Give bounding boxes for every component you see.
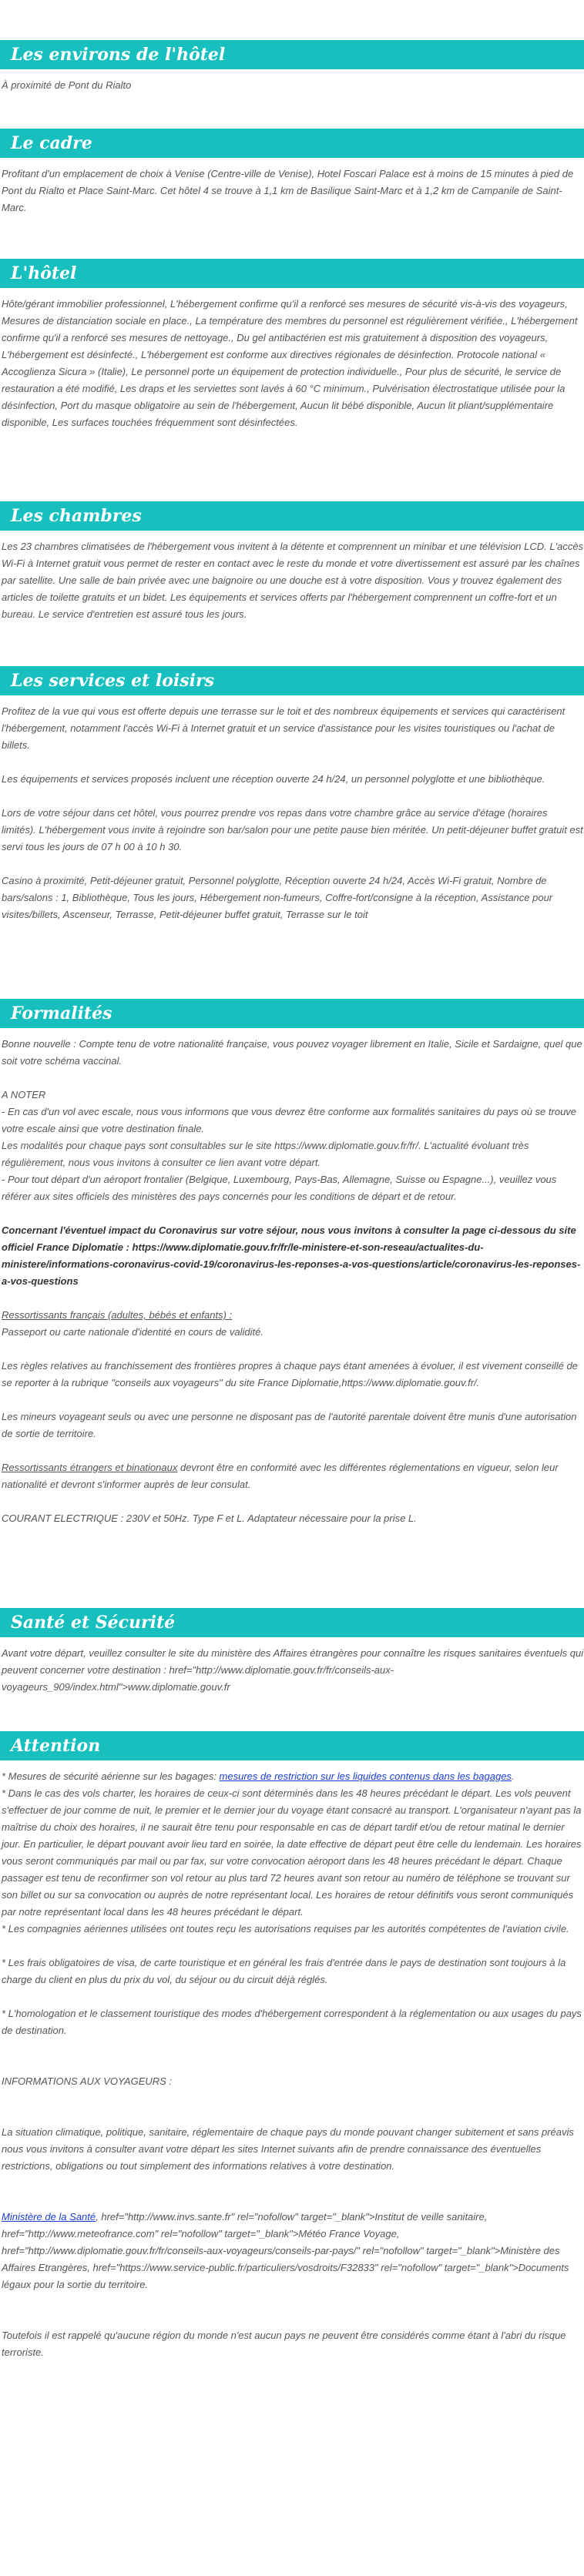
- section-title-cadre: Le cadre: [0, 129, 584, 158]
- section-title-sante: Santé et Sécurité: [0, 1608, 584, 1637]
- attention-l1-prefix: * Mesures de sécurité aérienne sur les bagages:: [2, 1770, 220, 1782]
- section-environs: [0, 40, 584, 94]
- section-title-services: Les services et loisirs: [0, 666, 584, 695]
- sante-text: Avant votre départ, veuillez consulter le site du ministère des Affaires étrangères pour connaître les risques sanitaires éventuels qui peuvent concerner votre destination : href="http://www.diplomatie.gouv.fr/fr/conseils-aux-voyageurs_909/index.html">www.diplomatie.gouv.fr: [2, 1647, 584, 1693]
- attention-p2: * Dans le cas des vols charter, les horaires de ceux-ci sont déterminés dans les 48 heures précédant le départ. Les vols peuvent s'effectuer de jour comme de nuit, le premier et le dernier jour du voyage étant consacré au transport. L'organisateur n'ayant pas la maîtrise du choix des horaires, il ne saurait être tenu pour responsable en cas de départ tardif et/ou de retour matinal le dernier jour. En particulier, le départ pouvant avoir lieu tard en soirée, la date effective de départ peut être celle du lendemain. Les horaires vous seront communiqués par mail ou par fax, sur votre convocation aéroport dans les 48 heures précédant le départ. Chaque passager est tenu de reconfirmer son vol retour au plus tard 72 heures avant son retour au numéro de téléphone se trouvant sur son billet ou sur sa convocation ou auprès de notre représentant local. Les horaires de retour définitifs vous seront communiqués par notre représentant local dans les 48 heures précédant le départ.: [2, 1787, 582, 1918]
- services-p1: Profitez de la vue qui vous est offerte depuis une terrasse sur le toit et des nombreux équipements et services qui caractérisent l'hébergement, notamment l'accès Wi-Fi à Internet gratuit et un service d'assistance pour les visites touristiques ou l'achat de billets.: [2, 705, 566, 751]
- services-p2: Les équipements et services proposés incluent une réception ouverte 24 h/24, un personnel polyglotte et une bibliothèque.: [2, 773, 545, 785]
- attention-p7: [2, 2209, 584, 2293]
- formalites-note1: - En cas d'un vol avec escale, nous vous informons que vous devrez être conforme aux formalités sanitaires du pays où se trouve votre escale ainsi que votre destination finale.: [2, 1106, 577, 1134]
- section-formalites: [0, 999, 584, 1527]
- chambres-text: Les 23 chambres climatisées de l'hébergement vous invitent à la détente et comprennent un minibar et une télévision LCD. L'accès Wi-Fi à Internet gratuit vous permet de rester en contact avec le reste du monde et votre divertissement est assuré par les chaînes par satellite. Une salle de bain privée avec une baignoire ou une douche est à votre disposition. Vous y trouvez également des articles de toilette gratuits et un bidet. Les équipements et services offerts par l'hébergement comprennent un coffre-fort et un bureau. Le service d'entretien est assuré tous les jours.: [2, 541, 584, 620]
- formalites-minors: Les mineurs voyageant seuls ou avec une personne ne disposant pas de l'autorité parentale doivent être munis d'une autorisation de sortie de territoire.: [2, 1411, 577, 1439]
- hotel-text: Hôte/gérant immobilier professionnel, L'hébergement confirme qu'il a renforcé ses mesures de sécurité vis-à-vis des voyageurs, Mesures de distanciation sociale en place., La température des membres du personnel est régulièrement vérifiée., L'hébergement confirme qu'il a renforcé ses mesures de nettoyage., Du gel antibactérien est mis gratuitement à disposition des voyageurs, L'hébergement est désinfecté., L'hébergement est conforme aux directives régionales de désinfection. Protocole national « Accoglienza Sicura » (Italie), Le personnel porte un équipement de protection individuelle., Pour plus de sécurité, le service de restauration a été modifié, Les draps et les serviettes sont lavés à 60 °C minimum., Pulvérisation électrostatique utilisée pour la désinfection, Port du masque obligatoire au sein de l'hébergement, Aucun lit bébé disponible, Aucun lit pliant/supplémentaire disponible, Les surfaces touchées fréquemment sont désinfectées.: [2, 298, 578, 428]
- formalites-note3: - Pour tout départ d'un aéroport frontalier (Belgique, Luxembourg, Pays-Bas, Allemagne, Suisse ou Espagne...), veuillez vous référer aux sites officiels des ministères des pays concernés pour les conditions de départ et de retour.: [2, 1174, 557, 1202]
- section-title-hotel: L'hôtel: [0, 259, 584, 288]
- section-chambres: [0, 501, 584, 623]
- section-title-attention: Attention: [0, 1731, 584, 1760]
- formalites-foreign-text: devront être en conformité avec les différentes réglementations en vigueur, selon leur nationalité et devront s'informer auprès de leur consulat.: [2, 1462, 559, 1490]
- attention-p8: Toutefois il est rappelé qu'aucune région du monde n'est aucun pays ne peuvent être considérés comme étant à l'abri du risque terroriste.: [2, 2330, 566, 2358]
- section-sante: [0, 1608, 584, 1696]
- attention-p3: * Les compagnies aériennes utilisées ont toutes reçu les autorisations requises par les autorités compétentes de l'aviation civile.: [2, 1923, 569, 1935]
- attention-p4: * Les frais obligatoires de visa, de carte touristique et en général les frais d'entrée dans le pays de destination sont toujours à la charge du client en plus du prix du vol, du séjour ou du circuit déjà réglés.: [2, 1957, 566, 1985]
- section-services: [0, 666, 584, 923]
- attention-l1: [2, 1768, 584, 1785]
- section-title-environs: Les environs de l'hôtel: [0, 40, 584, 69]
- formalites-fr-title: Ressortissants français (adultes, bébés et enfants) :: [2, 1309, 233, 1321]
- services-p4: Casino à proximité, Petit-déjeuner gratuit, Personnel polyglotte, Réception ouverte 24 h/24, Accès Wi-Fi gratuit, Nombre de bars/salons : 1, Bibliothèque, Tous les jours, Hébergement non-fumeurs, Coffre-fort/consigne à la réception, Assistance pour visites/billets, Ascenseur, Terrasse, Petit-déjeuner buffet gratuit, Terrasse sur le toit: [2, 875, 553, 920]
- ministere-sante-link[interactable]: Ministère de la Santé: [2, 2211, 96, 2223]
- cadre-text: Profitant d'un emplacement de choix à Venise (Centre-ville de Venise), Hotel Foscari Palace est à moins de 15 minutes à pied de Pont du Rialto et Place Saint-Marc. Cet hôtel 4 se trouve à 1,1 km de Basilique Saint-Marc et à 1,2 km de Campanile de Saint-Marc.: [2, 168, 574, 213]
- section-attention: [0, 1731, 584, 2361]
- section-title-chambres: Les chambres: [0, 501, 584, 531]
- attention-p6b: nous vous invitons à consulter avant votre départ les sites Internet suivants afin de prendre connaissance des éventuelles restrictions, obligations ou tout simplement des informations relatives à votre destination.: [2, 2143, 542, 2172]
- attention-p5: * L'homologation et le classement touristique des modes d'hébergement correspondent à la réglementation ou aux usages du pays de destination.: [2, 2008, 582, 2036]
- formalites-foreign: [2, 1459, 584, 1493]
- services-p3: Lors de votre séjour dans cet hôtel, vous pourrez prendre vos repas dans votre chambre grâce au service d'étage (horaires limités). L'hébergement vous invite à rejoindre son bar/salon pour une petite pause bien méritée. Un petit-déjeuner buffet gratuit est servi tous les jours de 07 h 00 à 10 h 30.: [2, 807, 583, 853]
- attention-info-title: INFORMATIONS AUX VOYAGEURS :: [2, 2075, 173, 2087]
- environs-text: À proximité de Pont du Rialto: [2, 79, 132, 91]
- formalites-bold: Concernant l'éventuel impact du Coronavirus sur votre séjour, nous vous invitons à consulter la page ci-dessous du site officiel France Diplomatie : https://www.diplomatie.gouv.fr/fr/le-ministere-et-son-reseau/actualites-du-ministere/informations-coronavirus-covid-19/coronavirus-les-reponses-a-vos-questions/article/coronavirus-les-reponses-a-vos-questions: [2, 1224, 581, 1287]
- formalites-note2: Les modalités pour chaque pays sont consultables sur le site https://www.diplomatie.gouv.fr/fr/. L'actualité évoluant très régulièrement, nous vous invitons à consulter ce lien avant votre départ.: [2, 1140, 529, 1168]
- attention-p6a: La situation climatique, politique, sanitaire, réglementaire de chaque pays du monde pouvant changer subitement et sans préavis: [2, 2126, 574, 2138]
- formalites-foreign-title: Ressortissants étrangers et binationaux: [2, 1462, 178, 1473]
- formalites-p1: Bonne nouvelle : Compte tenu de votre nationalité française, vous pouvez voyager librement en Italie, Sicile et Sardaigne, quel que soit votre schéma vaccinal.: [2, 1038, 582, 1067]
- attention-l1-suffix: .: [511, 1770, 515, 1782]
- section-hotel: [0, 259, 584, 431]
- formalites-fr-text: Passeport ou carte nationale d'identité en cours de validité.: [2, 1326, 263, 1338]
- formalites-note-title: A NOTER: [2, 1089, 46, 1100]
- section-title-formalites: Formalités: [0, 999, 584, 1028]
- liquids-restriction-link[interactable]: mesures de restriction sur les liquides contenus dans les bagages: [219, 1770, 512, 1782]
- section-cadre: [0, 129, 584, 216]
- attention-p7-text: , href="http://www.invs.sante.fr" rel="nofollow" target="_blank">Institut de veille sanitaire, href="http://www.meteofrance.com" rel="nofollow" target="_blank">Météo France Voyage, href="http://www.diplomatie.gouv.fr/fr/conseils-aux-voyageurs/conseils-par-pays/" rel="nofollow" target="_blank">Ministère des Affaires Etrangères, href="https://www.service-public.fr/particuliers/vosdroits/F32833" rel="nofollow" target="_blank">Documents légaux pour la sortie du territoire.: [2, 2211, 569, 2290]
- formalites-electric: COURANT ELECTRIQUE : 230V et 50Hz. Type F et L. Adaptateur nécessaire pour la prise L.: [2, 1512, 417, 1524]
- formalites-rules: Les règles relatives au franchissement des frontières propres à chaque pays étant amenées à évoluer, il est vivement conseillé de se reporter à la rubrique "conseils aux voyageurs" du site France Diplomatie,https://www.diplomatie.gouv.fr/.: [2, 1360, 578, 1388]
